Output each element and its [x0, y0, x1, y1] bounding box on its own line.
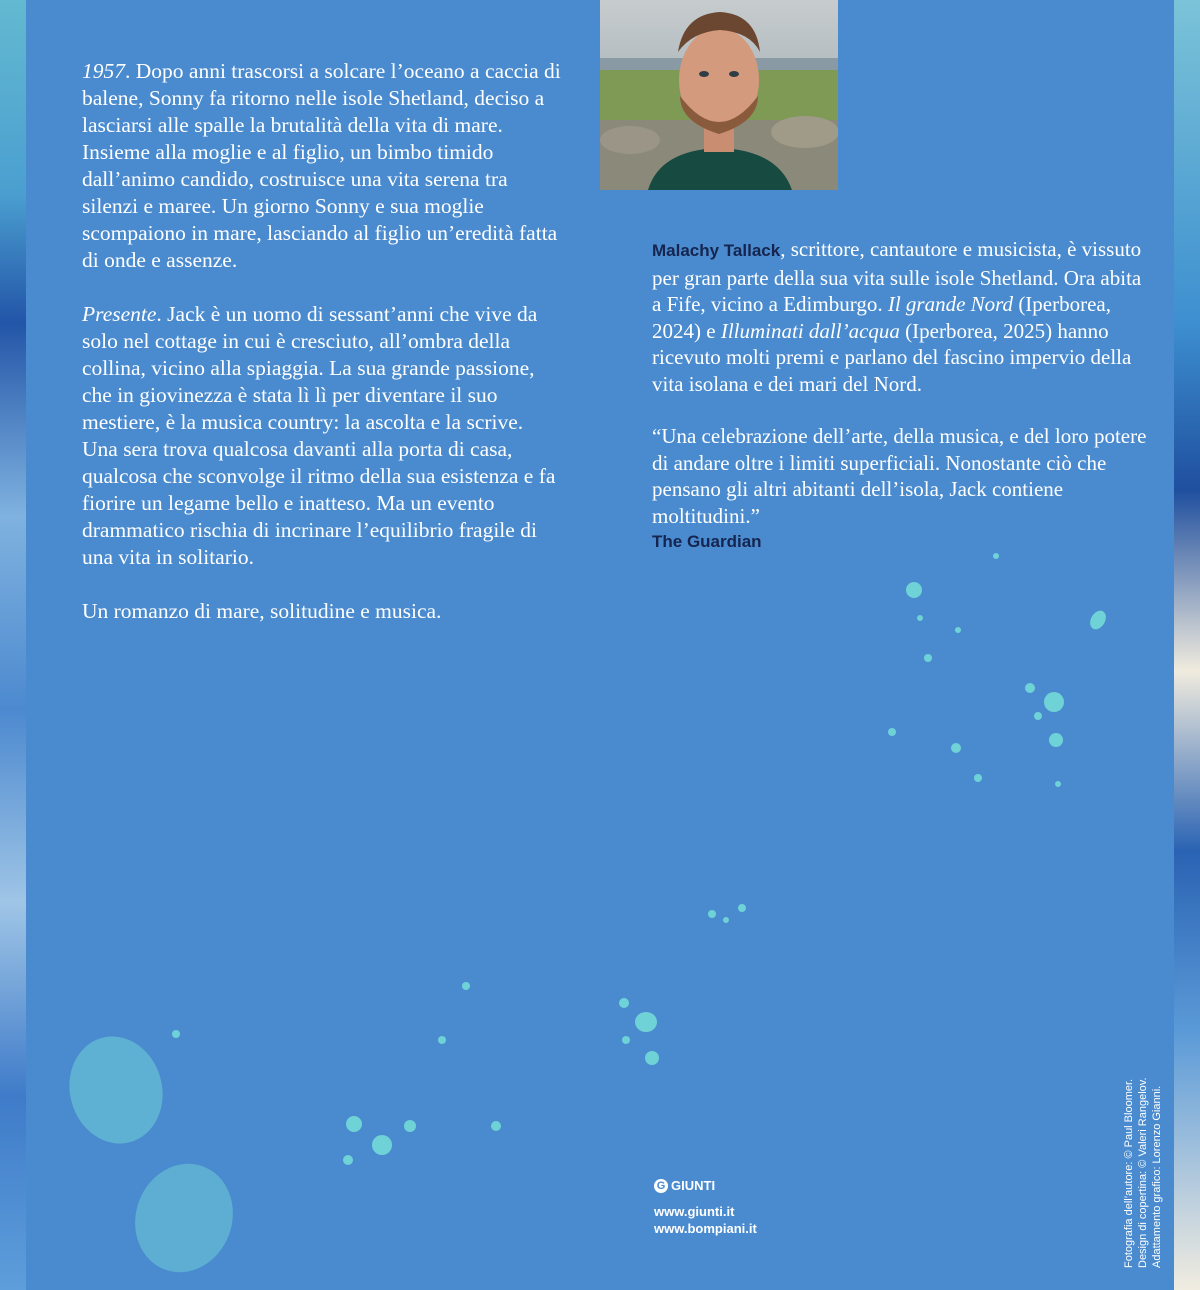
blurb-paragraph-2	[82, 301, 562, 571]
author-photo	[600, 0, 838, 190]
publisher-block	[654, 1178, 757, 1237]
publisher-logo	[654, 1178, 757, 1193]
quote-text: “Una celebrazione dell’arte, della musica, e del loro potere di andare oltre i limiti superficiali. Nonostante ciò che pensano gli altri abitanti dell’isola, Jack contiene moltitudini.”	[652, 424, 1147, 528]
blurb-tagline: Un romanzo di mare, solitudine e musica.	[82, 599, 442, 623]
publisher-website-2: www.bompiani.it	[654, 1221, 757, 1236]
blurb-year: 1957	[82, 59, 125, 83]
right-painted-edge	[1174, 0, 1200, 1290]
bio-text-2: (Iperborea, 2024) e	[652, 292, 1111, 343]
author-name: Malachy Tallack	[652, 241, 781, 260]
author-bio	[652, 236, 1152, 582]
cover-credits	[1122, 1077, 1164, 1268]
back-cover-panel	[26, 0, 1174, 1290]
quote-source: The Guardian	[652, 532, 762, 551]
book-title-2: Illuminati dall’acqua	[720, 318, 900, 343]
bio-text-3: (Iperborea, 2025) hanno ricevuto molti premi e parlano del fascino impervio della vita isolana e dei mari del Nord.	[652, 318, 1132, 396]
book-title-1: Il grande Nord	[887, 292, 1014, 316]
credit-design: Design di copertina: © Valeri Rangelov.	[1137, 1077, 1149, 1268]
publisher-website-1: www.giunti.it	[654, 1204, 735, 1219]
credit-adaptation: Adattamento grafico: Lorenzo Gianni.	[1151, 1085, 1163, 1268]
bio-text-1: , scrittore, cantautore e musicista, è vissuto per gran parte della sua vita sulle isole Shetland. Ora abita a Fife, vicino a Edimburgo.	[652, 237, 1142, 316]
blurb-present-label: Presente	[82, 302, 157, 326]
blurb-text-1: . Dopo anni trascorsi a solcare l’oceano a caccia di balene, Sonny fa ritorno nelle isole Shetland, deciso a lasciarsi alle spalle la brutalità della vita di mare. Insieme alla moglie e al figlio, un bimbo timido dall’animo candido, costruisce una vita serena tra silenzi e maree. Un giorno Sonny e sua moglie scompaiono in mare, lasciando al figlio un’eredità fatta di onde e assenze.	[82, 59, 561, 272]
review-quote	[652, 423, 1152, 556]
blurb-text-2: . Jack è un uomo di sessant’anni che vive da solo nel cottage in cui è cresciuto, all’ombra della collina, vicino alla spiaggia. La sua grande passione, che in giovinezza è stata lì lì per diventare il suo mestiere, è la musica country: la ascolta e la scrive. Una sera trova qualcosa davanti alla porta di casa, qualcosa che sconvolge il ritmo della sua esistenza e fa fiorire un legame bello e inatteso. Ma un evento drammatico rischia di incrinare l’equilibrio fragile di una vita in solitario.	[82, 302, 556, 569]
publisher-logo-text: GIUNTI	[671, 1178, 716, 1193]
bio-paragraph	[652, 236, 1152, 397]
book-blurb	[82, 58, 562, 652]
blurb-paragraph-1	[82, 58, 562, 274]
left-painted-edge	[0, 0, 26, 1290]
credit-photo: Fotografia dell’autore: © Paul Bloomer.	[1123, 1078, 1135, 1268]
giunti-logo-icon: G	[654, 1179, 668, 1193]
